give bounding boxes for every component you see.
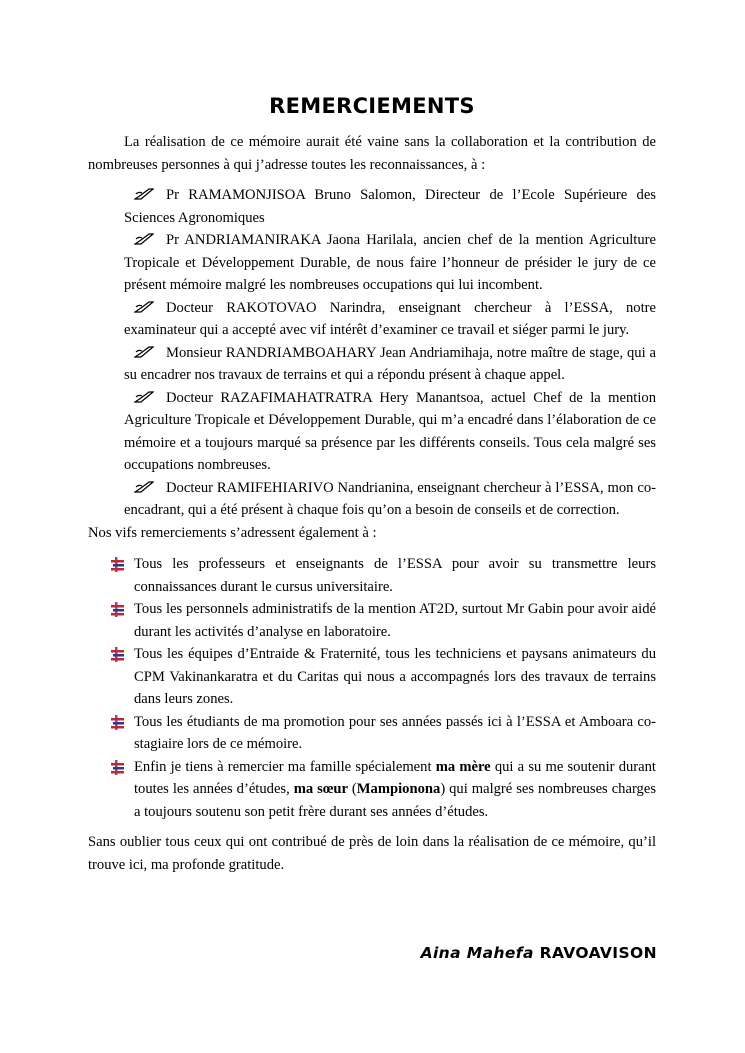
list-item [124, 342, 656, 387]
bullet-text: Tous les équipes d’Entraide & Fraternité, tous les techniciens et paysans animateurs du CPM Vakinankaratra et du Caritas qui nous a accompagnés lors des travaux de terrains dans leurs zones. [134, 646, 656, 707]
bullet-text-part: ) qui malgré ses nombreuses charges a toujours soutenu son petit frère durant ses années d’études. [134, 781, 656, 820]
document-page [88, 92, 656, 876]
acknowledgement-list [124, 184, 656, 522]
stacked-bars-bullet-icon [110, 647, 125, 662]
pen-nib-icon [124, 477, 166, 500]
list-item [110, 598, 656, 643]
page-title: REMERCIEMENTS [269, 94, 475, 118]
pen-nib-icon [124, 229, 166, 252]
bullet-text-part: ( [347, 781, 357, 797]
closing-paragraph: Sans oublier tous ceux qui ont contribué de près de loin dans la réalisation de ce mémoire, qu’il trouve ici, ma profonde gratitude. [88, 834, 656, 873]
pen-nib-icon [124, 387, 166, 410]
bullet-text: Tous les étudiants de ma promotion pour ses années passés ici à l’ESSA et Amboara co-stagiaire lors de ce mémoire. [134, 713, 656, 752]
acknowledgement-text: Docteur RAZAFIMAHATRATRA Hery Manantsoa, actuel Chef de la mention Agriculture Tropicale et Développement Durable, qui m’a encadré dans l’élaboration de ce mémoire et a toujours marqué sa présence par les différents conseils. Tous cela malgré ses occupations nombreuses. [124, 389, 656, 473]
list-item [124, 184, 656, 229]
pen-nib-icon [124, 342, 166, 365]
bullet-text: Tous les professeurs et enseignants de l’ESSA pour avoir su transmettre leurs connaissances durant le cursus universitaire. [134, 556, 656, 595]
list-item [124, 229, 656, 297]
intro-paragraph: La réalisation de ce mémoire aurait été vaine sans la collaboration et la contribution de nombreuses personnes à qui j’adresse toutes les reconnaissances, à : [88, 134, 656, 173]
acknowledgement-text: Docteur RAMIFEHIARIVO Nandrianina, enseignant chercheur à l’ESSA, mon co-encadrant, qui a été présent à chaque fois qu’on a besoin de conseils et de correction. [124, 479, 656, 518]
bold-phrase: Mampionona [356, 781, 441, 797]
list-item [110, 643, 656, 711]
signature-surname: RAVOAVISON [539, 944, 657, 962]
list-item [124, 297, 656, 342]
pen-nib-icon [124, 297, 166, 320]
acknowledgement-text: Pr RAMAMONJISOA Bruno Salomon, Directeur de l’Ecole Supérieure des Sciences Agronomiques [124, 187, 656, 226]
acknowledgement-text: Monsieur RANDRIAMBOAHARY Jean Andriamihaja, notre maître de stage, qui a su encadrer nos travaux de terrains et qui a répondu présent à chaque appel. [124, 344, 656, 383]
stacked-bars-bullet-icon [110, 760, 125, 775]
also-intro: Nos vifs remerciements s’adressent également à : [88, 524, 377, 541]
bullet-text: Tous les personnels administratifs de la mention AT2D, surtout Mr Gabin pour avoir aidé durant les activités d’analyse en laboratoire. [134, 601, 656, 640]
bold-phrase: ma mère [435, 758, 491, 775]
acknowledgement-text: Docteur RAKOTOVAO Narindra, enseignant chercheur à l’ESSA, notre examinateur qui a accepté avec vif intérêt d’examiner ce travail et siéger parmi le jury. [124, 299, 656, 338]
list-item [124, 477, 656, 522]
list-item [110, 756, 656, 824]
stacked-bars-bullet-icon [110, 715, 125, 730]
list-item [110, 711, 656, 756]
bullet-text-part: qui a su me soutenir durant toutes les années d’études, [134, 758, 656, 797]
list-item [124, 387, 656, 477]
bold-phrase: ma sœur [293, 781, 348, 797]
bullet-text [134, 759, 656, 820]
signature [421, 942, 657, 965]
list-item [110, 553, 656, 598]
bullet-text-part: Enfin je tiens à remercier ma famille spécialement [134, 758, 436, 775]
signature-given-names: Aina Mahefa [420, 944, 534, 962]
acknowledgement-text: Pr ANDRIAMANIRAKA Jaona Harilala, ancien chef de la mention Agriculture Tropicale et Développement Durable, de nous faire l’honneur de présider le jury de ce présent mémoire malgré les nombreuses occupations qui lui incombent. [124, 232, 656, 293]
stacked-bars-bullet-icon [110, 557, 125, 572]
thanks-bullet-list [110, 553, 656, 823]
pen-nib-icon [124, 184, 166, 207]
stacked-bars-bullet-icon [110, 602, 125, 617]
